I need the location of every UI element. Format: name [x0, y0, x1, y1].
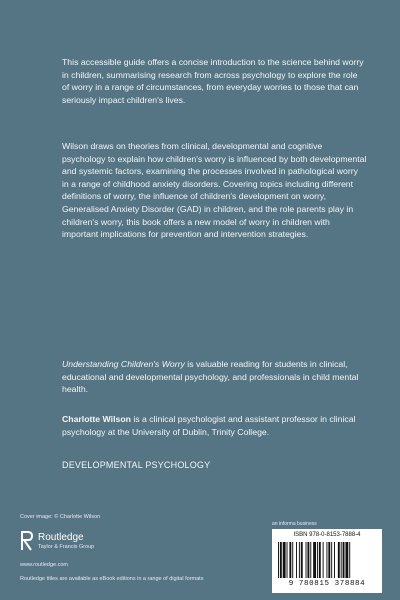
author-bio-text: is a clinical psychologist and assistant professor in clinical psychology at the University of Dublin, Trinity College.	[62, 414, 356, 437]
barcode-bar	[338, 542, 340, 578]
barcode-bar	[283, 542, 286, 578]
barcode-bar	[292, 542, 293, 578]
subject-category: DEVELOPMENTAL PSYCHOLOGY	[62, 460, 211, 470]
ebook-note: Routledge titles are available as eBook editions in a range of digital formats	[20, 576, 204, 582]
barcode-bar	[313, 542, 316, 578]
barcode-bar	[334, 542, 335, 578]
barcode-bar	[326, 542, 327, 578]
barcode-bar	[343, 542, 345, 578]
barcode-bars	[278, 542, 376, 578]
publisher-url: www.routledge.com	[20, 562, 68, 568]
publisher-logo	[20, 530, 140, 558]
barcode-bar	[307, 542, 309, 578]
barcode-bar	[301, 542, 303, 578]
description-paragraph-3-text: is valuable reading for students in clinical, educational and developmental psychology, and professionals in child mental health.	[62, 359, 359, 395]
routledge-logo-icon	[20, 530, 34, 552]
description-paragraph-3	[62, 358, 367, 396]
barcode-bar	[319, 542, 321, 578]
publisher-name: Routledge	[38, 532, 84, 543]
barcode-bar	[345, 542, 348, 578]
barcode-bar	[299, 542, 300, 578]
barcode-bar	[278, 542, 279, 578]
barcode-bar	[280, 542, 282, 578]
barcode-bar	[323, 542, 324, 578]
barcode-bar	[317, 542, 318, 578]
book-title-italic: Understanding Children's Worry	[62, 359, 185, 369]
barcode-bar	[331, 542, 332, 578]
isbn-label: ISBN 978-0-8153-7888-4	[293, 532, 361, 538]
author-bio	[62, 413, 367, 438]
barcode-bar	[289, 542, 291, 578]
informa-business-label: an informa business	[272, 521, 317, 527]
barcode-number: 9 780815 378884	[288, 580, 366, 588]
cover-image-credit: Cover image: © Charlotte Wilson	[20, 514, 101, 520]
publisher-group: Taylor & Francis Group	[38, 544, 95, 550]
barcode-bar	[349, 542, 350, 578]
barcode-bar	[287, 542, 288, 578]
barcode-bar	[341, 542, 342, 578]
barcode-bar	[296, 542, 297, 578]
barcode-bar	[328, 542, 330, 578]
description-paragraph-2: Wilson draws on theories from clinical, developmental and cognitive psychology to explain how children's worry is influenced by both developmental and systemic factors, examining the processes involved in pathological worry in a range of childhood anxiety disorders. Covering topics including different definitions of worry, the influence of children's development on worry, Generalised Anxiety Disorder (GAD) in children, and the role parents play in children's worry, this book offers a new model of worry in children with important implications for prevention and intervention strategies.	[62, 141, 367, 240]
barcode-bar	[306, 542, 307, 578]
author-name: Charlotte Wilson	[62, 414, 131, 424]
barcode	[272, 529, 382, 593]
barcode-bar	[310, 542, 311, 578]
description-paragraph-1: This accessible guide offers a concise introduction to the science behind worry in children, summarising research from across psychology to explore the role of worry in a range of circumstances, from everyday worries to those that can seriously impact children's lives.	[62, 57, 364, 105]
